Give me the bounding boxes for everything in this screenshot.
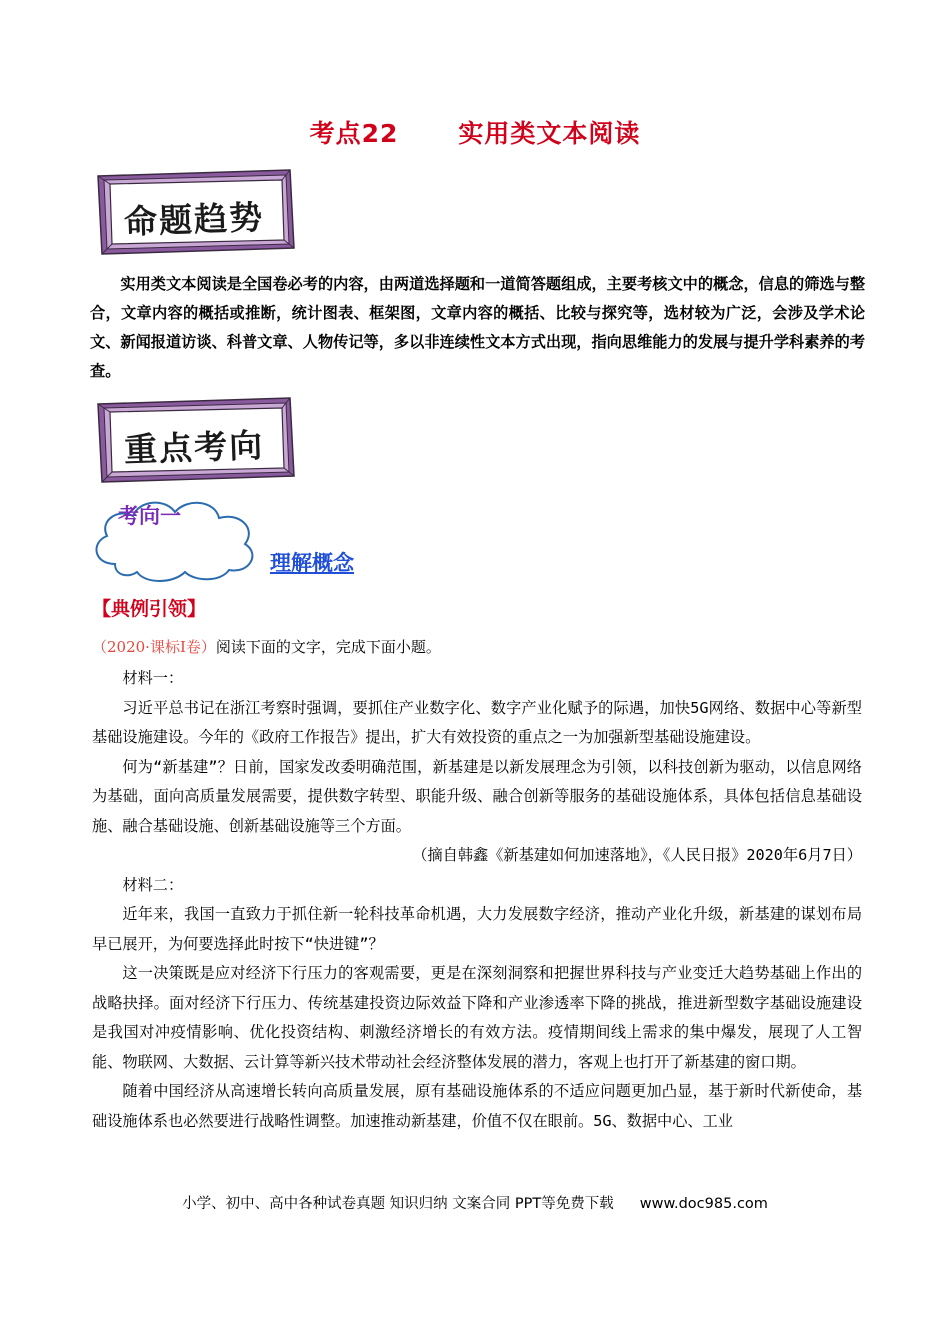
- banner-key-direction-label: 重点考向: [123, 425, 265, 470]
- paragraph: 近年来，我国一直致力于抓住新一轮科技革命机遇，大力发展数字经济，推动产业化升级，新基建的谋划布局早已展开，为何要选择此时按下“快进键”？: [92, 905, 862, 953]
- banner-key-direction: [92, 396, 298, 486]
- title-part-1: 考点22: [309, 119, 399, 148]
- citation: （摘自韩鑫《新基建如何加速落地》，《人民日报》2020年6月7日）: [412, 846, 862, 864]
- footer-text: 小学、初中、高中各种试卷真题 知识归纳 文案合同 PPT等免费下载: [182, 1196, 614, 1212]
- direction-cloud-label: 考向一: [118, 504, 181, 528]
- paragraph: 材料二：: [122, 875, 184, 894]
- banner-trend: [92, 168, 298, 258]
- paragraph: 这一决策既是应对经济下行压力的客观需要，更是在深刻洞察和把握世界科技与产业变迁大趋势基础上作出的战略抉择。面对经济下行压力、传统基建投资边际效益下降和产业渗透率下降的挑战，推进新型数字基础设施建设是我国对冲疫情影响、优化投资结构、刺激经济增长的有效方法。疫情期间线上需求的集中爆发，展现了人工智能、物联网、大数据、云计算等新兴技术带动社会经济整体发展的潜力，客观上也打开了新基建的窗口期。: [92, 964, 862, 1071]
- footer: [0, 1192, 950, 1213]
- example-heading: 【典例引领】: [92, 598, 207, 620]
- banner-trend-label: 命题趋势: [123, 197, 265, 242]
- paragraph: 何为“新基建”？日前，国家发改委明确范围，新基建是以新发展理念为引领，以科技创新为驱动，以信息网络为基础，面向高质量发展需要，提供数字转型、职能升级、融合创新等服务的基础设施体系，具体包括信息基础设施、融合基础设施、创新基础设施等三个方面。: [92, 757, 862, 835]
- intro-paragraph: [90, 270, 865, 386]
- paragraph: 随着中国经济从高速增长转向高质量发展，原有基础设施体系的不适应问题更加凸显，基于新时代新使命，基础设施体系也必然要进行战略性调整。加速推动新基建，价值不仅在眼前。5G、数据中心、工业: [92, 1082, 862, 1130]
- source-instruction: 阅读下面的文字，完成下面小题。: [215, 638, 441, 656]
- paragraph: 习近平总书记在浙江考察时强调，要抓住产业数字化、数字产业化赋予的际遇，加快5G网络、数据中心等新型基础设施建设。今年的《政府工作报告》提出，扩大有效投资的重点之一为加强新型基础设施建设。: [92, 698, 862, 746]
- paragraph: 材料一：: [122, 669, 184, 687]
- source-line: [92, 636, 441, 657]
- source-tag: （2020·课标I卷）: [92, 638, 216, 656]
- footer-site-link[interactable]: www.doc985.com: [639, 1196, 768, 1212]
- page-title: [0, 114, 950, 150]
- title-part-2: 实用类文本阅读: [458, 119, 641, 148]
- reading-material: [92, 664, 862, 1136]
- direction-heading: 理解概念: [270, 551, 354, 575]
- intro-text: 实用类文本阅读是全国卷必考的内容，由两道选择题和一道简答题组成，主要考核文中的概念，信息的筛选与整合，文章内容的概括或推断，统计图表、框架图，文章内容的概括、比较与探究等，选材较为广泛，会涉及学术论文、新闻报道访谈、科普文章、人物传记等，多以非连续性文本方式出现，指向思维能力的发展与提升学科素养的考查。: [90, 275, 865, 380]
